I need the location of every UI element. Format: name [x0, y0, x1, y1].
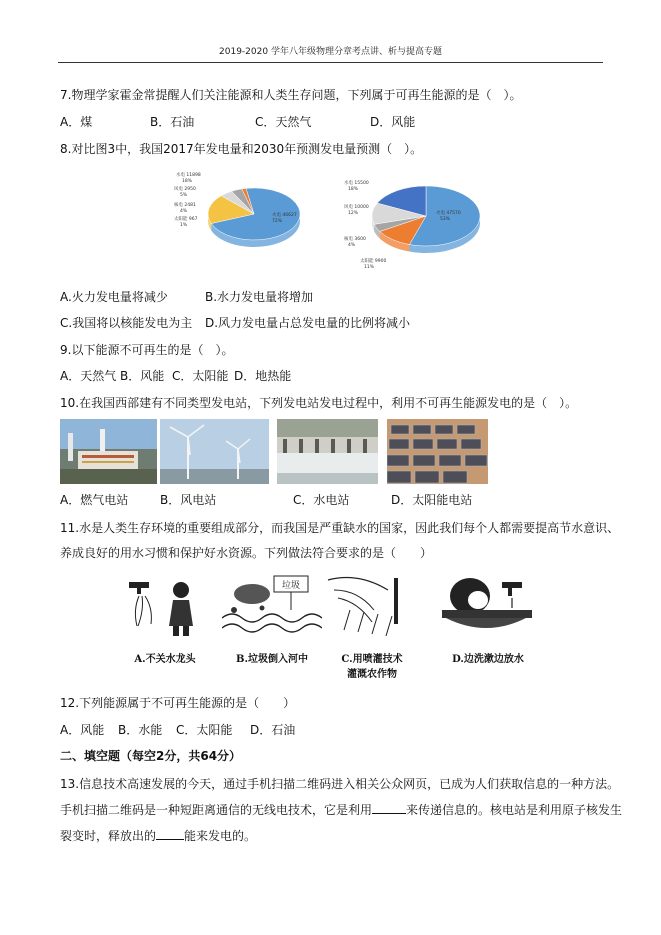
question-8-options-row2	[60, 315, 410, 331]
q8-option-a: A.火力发电量将减少	[60, 290, 168, 304]
pie-label: 水电 11898	[176, 173, 201, 178]
question-12-stem: 12.下列能源属于不可再生能源的是（ ）	[60, 696, 296, 710]
pie-label: 18%	[348, 187, 359, 192]
q8-option-d: D.风力发电量占总发电量的比例将减小	[205, 316, 411, 330]
pie-label: 5%	[180, 193, 188, 198]
question-12-options	[60, 722, 295, 738]
pie-label: 火电 46627	[272, 213, 297, 218]
pie-label: 太阳能 9900	[360, 259, 387, 264]
cartoon-b-garbage	[222, 570, 322, 676]
question-10-stem: 10.在我国西部建有不同类型发电站，下列发电站发电过程中，利用不可再生能源发电的是（ ）。	[60, 396, 578, 410]
q10-option-b: B．风电站	[160, 493, 217, 507]
page-header: 2019-2020 学年八年级物理分章考点讲、析与提高专题	[58, 42, 603, 63]
hydro-power-station-photo	[277, 419, 378, 484]
q12-option-d: D．石油	[250, 723, 296, 737]
question-13-line1: 13.信息技术高速发展的今天，通过手机扫描二维码进入相关公众网页，已成为人们获取信息的一种方法。	[60, 777, 620, 791]
q10-option-a: A．燃气电站	[60, 493, 129, 507]
cartoon-c-sprinkler	[324, 570, 420, 680]
question-9-stem: 9.以下能源不可再生的是（ ）。	[60, 343, 234, 357]
pie-label: 4%	[348, 243, 356, 248]
question-7-options	[60, 114, 415, 130]
gas-power-station-photo	[60, 419, 157, 484]
question-11-stem-line1: 11.水是人类生存环境的重要组成部分，而我国是严重缺水的国家，因此我们每个人都需要提高节水意识、	[60, 521, 620, 535]
answer-blank-1[interactable]	[372, 802, 406, 814]
q9-option-a: A．天然气	[60, 369, 117, 383]
caption-c-line1: C.用喷灌技术	[341, 654, 403, 665]
pie-label: 火电 47570	[436, 211, 461, 216]
q13-line2-pre: 手机扫描二维码是一种短距离通信的无线电技术，它是利用	[60, 803, 373, 817]
garbage-sign-text: 垃圾	[281, 581, 301, 591]
pie-label: 1%	[180, 223, 188, 228]
pie-chart-2030	[340, 170, 490, 274]
q7-option-d: D．风能	[370, 115, 416, 129]
pie-label: 72%	[272, 219, 283, 224]
cartoon-a-faucet	[115, 570, 215, 676]
caption-b: B.垃圾倒入河中	[236, 654, 308, 665]
q12-option-c: C．太阳能	[176, 723, 233, 737]
question-11-stem-line2: 养成良好的用水习惯和保护好水资源。下列做法符合要求的是（ ）	[60, 546, 433, 560]
pie-label: 12%	[348, 211, 359, 216]
wind-power-station-photo	[160, 419, 269, 484]
section-2-title: 二、填空题（每空2分，共64分）	[60, 749, 242, 763]
q9-option-d: D．地热能	[234, 369, 292, 383]
question-9-options	[60, 368, 291, 384]
question-10-options	[60, 492, 472, 508]
q13-line3-pre: 裂变时，释放出的	[60, 829, 157, 843]
caption-c-line2: 灌溉农作物	[347, 669, 397, 680]
pie-label: 18%	[182, 179, 193, 184]
pie-label: 4%	[180, 209, 188, 214]
pie-chart-2017	[168, 170, 308, 274]
answer-blank-2[interactable]	[156, 828, 184, 840]
pie-label: 风电 2950	[174, 187, 196, 192]
q7-option-b: B．石油	[150, 115, 195, 129]
solar-power-station-photo	[387, 419, 488, 484]
question-13-line2	[60, 802, 622, 818]
question-8-stem: 8.对比图3中，我国2017年发电量和2030年预测发电量预测（ ）。	[60, 142, 423, 156]
q12-option-b: B．水能	[118, 723, 163, 737]
q9-option-c: C．太阳能	[172, 369, 229, 383]
caption-d: D.边洗漱边放水	[452, 654, 524, 665]
pie-label: 风电 10000	[344, 205, 369, 210]
q10-option-d: D．太阳能电站	[391, 493, 473, 507]
pie-label: 核电 2481	[174, 203, 196, 208]
pie-label: 11%	[364, 265, 375, 270]
q8-option-c: C.我国将以核能发电为主	[60, 316, 193, 330]
q9-option-b: B．风能	[120, 369, 165, 383]
pie-label: 53%	[440, 217, 451, 222]
q13-line2-post: 来传递信息的。核电站是利用原子核发生	[406, 803, 623, 817]
pie-label: 水电 15500	[344, 181, 369, 186]
caption-a: A.不关水龙头	[134, 654, 196, 665]
q7-option-a: A．煤	[60, 115, 93, 129]
question-13-line3	[60, 828, 256, 844]
cartoon-d-washing	[432, 570, 544, 676]
q10-option-c: C．水电站	[293, 493, 350, 507]
q13-line3-post: 能来发电的。	[184, 829, 257, 843]
question-7-stem: 7.物理学家霍金常提醒人们关注能源和人类生存问题，下列属于可再生能源的是（ ）。	[60, 88, 522, 102]
pie-label: 太阳能 967	[174, 217, 198, 222]
q12-option-a: A．风能	[60, 723, 105, 737]
q8-option-b: B.水力发电量将增加	[205, 290, 314, 304]
pie-label: 核电 3600	[344, 237, 366, 242]
question-8-options-row1	[60, 289, 313, 305]
q7-option-c: C．天然气	[255, 115, 312, 129]
